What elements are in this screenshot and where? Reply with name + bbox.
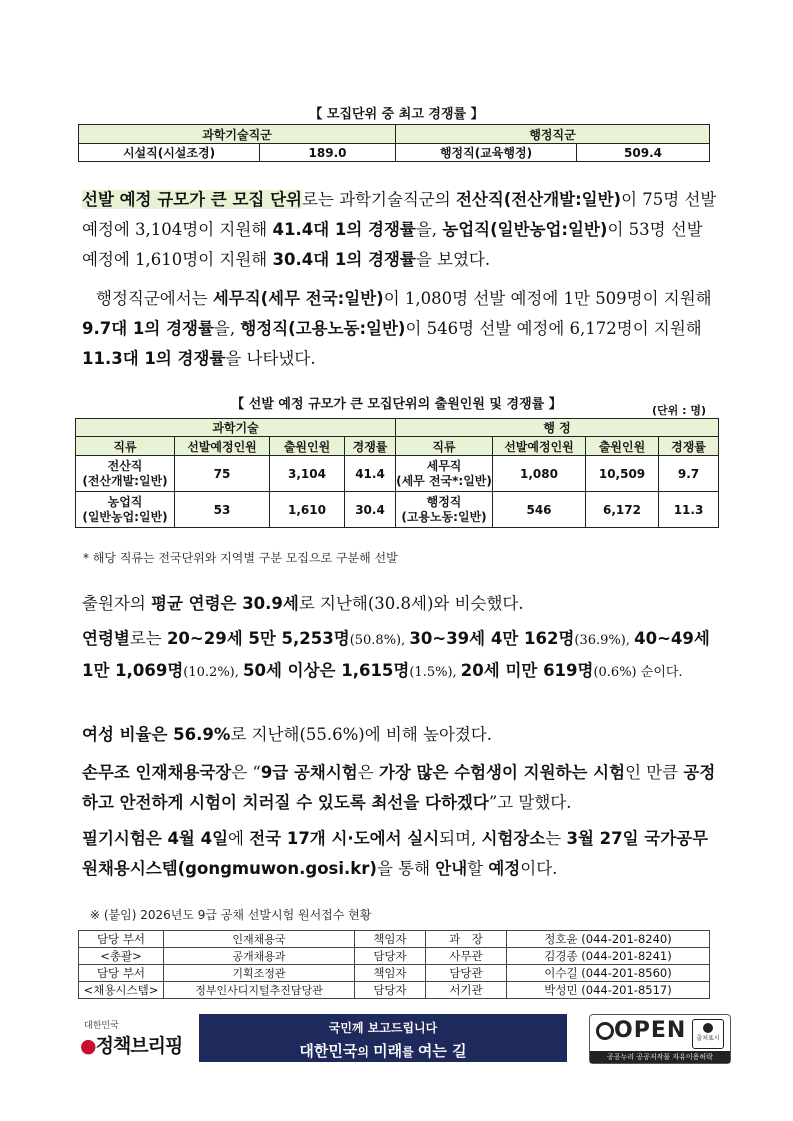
paragraph-1 bbox=[82, 185, 722, 275]
paragraph-2 bbox=[82, 284, 722, 374]
table2-caption: 【 선발 예정 규모가 큰 모집단위의 출원인원 및 경쟁률 】 bbox=[231, 397, 562, 412]
percent: (36.9%), bbox=[574, 633, 635, 648]
emphasis: 50세 이상은 1,615명 bbox=[243, 661, 410, 680]
text: 행정직군에서는 bbox=[96, 289, 213, 308]
text: 을, bbox=[213, 319, 241, 338]
contact-cell: 담당자 bbox=[355, 982, 426, 999]
job-detail: (일반농업:일반) bbox=[82, 509, 168, 524]
col-header: 경쟁률 bbox=[345, 437, 396, 456]
large-unit-table bbox=[75, 418, 719, 528]
emphasis: 20세 미만 619명 bbox=[460, 661, 594, 680]
emphasis: 전산직(전산개발:일반) bbox=[455, 190, 622, 209]
percent: (50.8%), bbox=[349, 633, 410, 648]
emphasis: 전국 17개 시·도에서 실시 bbox=[249, 829, 440, 848]
emphasis: 11.3대 1의 경쟁률 bbox=[82, 349, 226, 368]
text: 이 75명 선발 예정에 3,104명이 지원해 bbox=[82, 190, 717, 239]
rate-cell: 9.7 bbox=[659, 456, 719, 492]
contact-cell: 이수길 (044-201-8560) bbox=[507, 965, 710, 982]
text: 을 나타냈다. bbox=[225, 349, 316, 368]
banner-segment: 대한민국 bbox=[299, 1042, 358, 1060]
contact-cell: 과 장 bbox=[426, 931, 507, 948]
emphasis: 농업직(일반농업:일반) bbox=[442, 220, 608, 239]
plan-cell: 75 bbox=[175, 456, 270, 492]
table-footnote: * 해당 직류는 전국단위와 지역별 구분 모집으로 구분해 선발 bbox=[83, 551, 398, 565]
contact-cell: 기획조정관 bbox=[164, 965, 355, 982]
group-header-admin: 행정직군 bbox=[396, 125, 710, 144]
col-header: 직류 bbox=[76, 437, 175, 456]
emphasis: 연령별 bbox=[82, 629, 130, 648]
paragraph-4 bbox=[82, 624, 722, 688]
text: 는 bbox=[545, 829, 567, 848]
text: 인 만큼 bbox=[625, 763, 684, 782]
contact-cell: 서기관 bbox=[426, 982, 507, 999]
contact-cell: <총괄> bbox=[79, 948, 164, 965]
text: 이 53명 선발 예정에 1,610명이 지원해 bbox=[82, 220, 703, 269]
job-detail: (고용노동:일반) bbox=[401, 509, 487, 524]
contacts-table bbox=[78, 930, 710, 999]
job-detail: (세무 전국*:일반) bbox=[396, 473, 492, 488]
text: 이다. bbox=[520, 859, 558, 878]
banner-segment: 미래 bbox=[373, 1042, 403, 1060]
job-cell: 시설직(시설조경) bbox=[79, 144, 260, 162]
table1-caption: 【 모집단위 중 최고 경쟁률 】 bbox=[309, 107, 484, 122]
open-circle-icon bbox=[596, 1022, 614, 1040]
emphasis: 안내 bbox=[435, 859, 468, 878]
text: 이 1,080명 선발 예정에 1만 509명이 지원해 bbox=[383, 289, 712, 308]
text: 로 지난해(30.8세)와 비슷했다. bbox=[298, 594, 524, 613]
banner-main-text bbox=[199, 1040, 567, 1061]
rate-cell: 30.4 bbox=[345, 492, 396, 528]
license-caption: 공공누리 공공저작물 자유이용허락 bbox=[590, 1051, 730, 1063]
emphasis: 9급 공채시험 bbox=[260, 763, 358, 782]
contact-cell: 담당 부서 bbox=[79, 965, 164, 982]
text: 에 bbox=[228, 829, 250, 848]
text: ”고 말했다. bbox=[488, 793, 572, 812]
rate-cell: 41.4 bbox=[345, 456, 396, 492]
rate-cell: 189.0 bbox=[260, 144, 396, 162]
emphasis: 30.4대 1의 경쟁률 bbox=[272, 250, 416, 269]
group-header-science: 과학기술 bbox=[76, 419, 396, 437]
job-name: 농업직 bbox=[107, 494, 143, 509]
contact-cell: 인재채용국 bbox=[164, 931, 355, 948]
job-cell: 행정직(교육행정) bbox=[396, 144, 577, 162]
emphasis: 3월 27일 국가공무원채용시스템(gongmuwon.gosi.kr) bbox=[82, 829, 709, 878]
banner-segment: 를 bbox=[402, 1045, 418, 1059]
emphasis: 여성 비율은 56.9% bbox=[82, 725, 231, 744]
text: 출원자의 bbox=[82, 594, 152, 613]
emphasis: 40~49세 1만 1,069명 bbox=[82, 629, 710, 680]
paragraph-7 bbox=[82, 824, 722, 884]
col-header: 출원인원 bbox=[586, 437, 659, 456]
plan-cell: 1,080 bbox=[493, 456, 586, 492]
emphasis: 선발 예정 규모가 큰 모집 단위 bbox=[82, 190, 302, 209]
paragraph-3 bbox=[82, 589, 722, 619]
top-competition-table bbox=[78, 124, 710, 162]
job-name: 세무직 bbox=[426, 458, 462, 473]
plan-cell: 53 bbox=[175, 492, 270, 528]
logo-wordmark: 정책브리핑 bbox=[95, 1035, 183, 1057]
percent: (10.2%), bbox=[183, 665, 244, 680]
job-cell bbox=[76, 492, 175, 528]
contact-cell: 책임자 bbox=[355, 931, 426, 948]
text: 할 bbox=[467, 859, 489, 878]
emphasis: 예정 bbox=[488, 859, 521, 878]
table-row bbox=[79, 965, 710, 982]
nation-banner bbox=[199, 1014, 567, 1062]
job-detail: (전산개발:일반) bbox=[82, 473, 168, 488]
text: 로는 bbox=[129, 629, 167, 648]
job-cell bbox=[396, 456, 493, 492]
col-header: 직류 bbox=[396, 437, 493, 456]
contact-cell: 정부인사디지털추진담당관 bbox=[164, 982, 355, 999]
contact-cell: 책임자 bbox=[355, 965, 426, 982]
group-header-science: 과학기술직군 bbox=[79, 125, 396, 144]
text: 은 “ bbox=[231, 763, 261, 782]
logo-main-text bbox=[80, 1031, 190, 1058]
contact-cell: 박성민 (044-201-8517) bbox=[507, 982, 710, 999]
table-row bbox=[79, 931, 710, 948]
group-header-admin: 행 정 bbox=[396, 419, 719, 437]
apply-cell: 1,610 bbox=[270, 492, 345, 528]
emphasis: 평균 연령은 30.9세 bbox=[151, 594, 299, 613]
apply-cell: 3,104 bbox=[270, 456, 345, 492]
percent: (1.5%), bbox=[409, 665, 461, 680]
emphasis: 손무조 인재채용국장 bbox=[82, 763, 232, 782]
emphasis: 행정직(고용노동:일반) bbox=[240, 319, 406, 338]
rate-cell: 509.4 bbox=[577, 144, 710, 162]
percent: (0.6%) 순이다. bbox=[593, 665, 683, 680]
col-header: 선발예정인원 bbox=[175, 437, 270, 456]
text: 로는 과학기술직군의 bbox=[302, 190, 456, 209]
contact-cell: 정호윤 (044-201-8240) bbox=[507, 931, 710, 948]
col-header: 경쟁률 bbox=[659, 437, 719, 456]
apply-cell: 10,509 bbox=[586, 456, 659, 492]
text: 을 통해 bbox=[376, 859, 436, 878]
emphasis: 필기시험은 4월 4일 bbox=[82, 829, 229, 848]
text: 로 지난해(55.6%)에 비해 높아졌다. bbox=[230, 725, 493, 744]
text: 은 bbox=[357, 763, 379, 782]
contact-cell: 사무관 bbox=[426, 948, 507, 965]
paragraph-6 bbox=[82, 758, 722, 818]
attachment-note: ※ (붙임) 2026년도 9급 공채 선발시험 원서접수 현황 bbox=[90, 908, 372, 922]
badge-text: 출처표시 bbox=[696, 1035, 720, 1042]
emphasis: 41.4대 1의 경쟁률 bbox=[272, 220, 416, 239]
open-text: OPEN bbox=[614, 1018, 687, 1043]
contact-cell: <채용시스템> bbox=[79, 982, 164, 999]
paragraph-5 bbox=[82, 720, 722, 750]
emphasis: 20~29세 5만 5,253명 bbox=[166, 629, 350, 648]
contact-cell: 담당자 bbox=[355, 948, 426, 965]
person-icon bbox=[703, 1023, 713, 1033]
contact-cell: 담당관 bbox=[426, 965, 507, 982]
emphasis: 30~39세 4만 162명 bbox=[409, 629, 575, 648]
emphasis: 가장 많은 수험생이 지원하는 시험 bbox=[378, 763, 626, 782]
logo-top-text: 대한민국 bbox=[84, 1021, 119, 1031]
rate-cell: 11.3 bbox=[659, 492, 719, 528]
col-header: 선발예정인원 bbox=[493, 437, 586, 456]
text: 을 보였다. bbox=[415, 250, 491, 269]
open-label bbox=[596, 1018, 686, 1043]
emphasis: 세무직(세무 전국:일반) bbox=[212, 289, 384, 308]
text: 되며, bbox=[439, 829, 482, 848]
policy-briefing-logo bbox=[80, 1018, 190, 1064]
job-name: 전산직 bbox=[107, 458, 143, 473]
open-license-badge bbox=[589, 1014, 731, 1064]
banner-top-text: 국민께 보고드립니다 bbox=[328, 1021, 438, 1035]
apply-cell: 6,172 bbox=[586, 492, 659, 528]
banner-segment: 여는 길 bbox=[417, 1042, 467, 1060]
table-row bbox=[79, 948, 710, 965]
emphasis: 시험장소 bbox=[481, 829, 546, 848]
logo-accent: ● bbox=[80, 1035, 96, 1057]
emphasis: 9.7대 1의 경쟁률 bbox=[82, 319, 214, 338]
table-row bbox=[79, 982, 710, 999]
job-name: 행정직 bbox=[426, 494, 462, 509]
table-row bbox=[76, 492, 719, 528]
job-cell bbox=[76, 456, 175, 492]
text: 이 546명 선발 예정에 6,172명이 지원해 bbox=[405, 319, 702, 338]
emphasis: 공정하고 안전하게 시험이 치러질 수 있도록 최선을 다하겠다 bbox=[82, 763, 716, 812]
table-row bbox=[76, 456, 719, 492]
col-header: 출원인원 bbox=[270, 437, 345, 456]
banner-segment: 의 bbox=[357, 1045, 374, 1059]
job-cell bbox=[396, 492, 493, 528]
unit-label: (단위 : 명) bbox=[652, 404, 706, 417]
contact-cell: 공개채용과 bbox=[164, 948, 355, 965]
plan-cell: 546 bbox=[493, 492, 586, 528]
contact-cell: 담당 부서 bbox=[79, 931, 164, 948]
attribution-icon bbox=[692, 1019, 724, 1049]
contact-cell: 김경종 (044-201-8241) bbox=[507, 948, 710, 965]
text: 을, bbox=[415, 220, 443, 239]
